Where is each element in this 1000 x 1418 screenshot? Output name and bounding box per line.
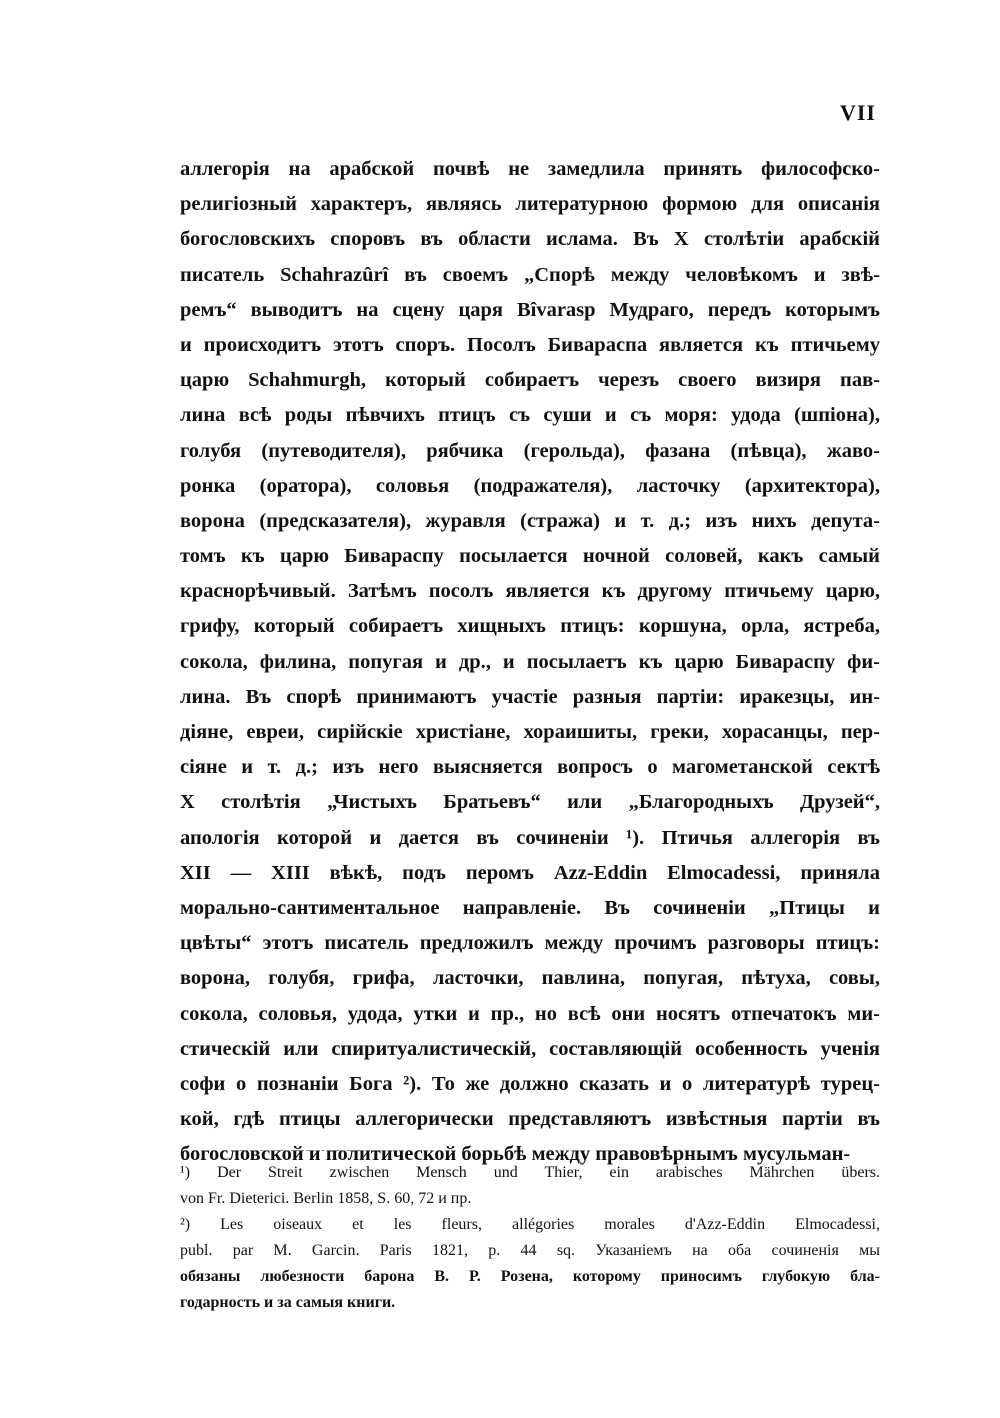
text-line: богословскихъ споровъ въ области ислама. Въ X столѣтіи арабскій — [180, 228, 880, 251]
text-line: богословской и политической борьбѣ между правовѣрнымъ мусульман- — [180, 1143, 851, 1166]
footnote-line: von Fr. Dieterici. Berlin 1858, S. 60, 72 и пр. — [180, 1190, 472, 1207]
text-line: томъ къ царю Бивараспу посылается ночной соловей, какъ самый — [180, 545, 880, 568]
text-line: аллегорія на арабской почвѣ не замедлила принять философско- — [180, 158, 880, 180]
text-line: ворона, голубя, грифа, ласточки, павлина, попугая, пѣтуха, совы, — [180, 967, 880, 990]
text-line: XII — XIII вѣкѣ, подъ перомъ Azz-Eddin Elmocadessi, приняла — [180, 861, 880, 884]
footnote-line: ²) Les oiseaux et les fleurs, allégories morales d'Azz-Eddin Elmocadessi, — [180, 1216, 880, 1233]
text-line: и происходитъ этотъ споръ. Посолъ Бивараспа является къ птичьему — [180, 333, 880, 356]
text-line: сокола, соловья, удода, утки и пр., но всѣ они носятъ отпечатокъ ми- — [180, 1002, 880, 1025]
text-line: ронка (оратора), соловья (подражателя), ласточку (архитектора), — [180, 474, 880, 497]
text-line: царю Schahmurgh, который собираетъ черезъ своего визиря пав- — [180, 369, 880, 392]
text-line: писатель Schahrazûrî въ своемъ „Спорѣ между человѣкомъ и звѣ- — [180, 263, 880, 286]
text-line: сокола, филина, попугая и др., и посылаетъ къ царю Бивараспу фи- — [180, 650, 880, 673]
footnote-line: годарность и за самыя книги. — [180, 1294, 396, 1311]
footnotes — [180, 1160, 880, 1316]
text-line: стическій или спиритуалистическій, составляющій особенность ученія — [180, 1037, 880, 1060]
main-text — [180, 152, 880, 1172]
page-number: VII — [839, 100, 876, 125]
footnote-line: ¹) Der Streit zwischen Mensch und Thier, ein arabisches Mährchen übers. — [180, 1164, 880, 1181]
text-line: грифу, который собираетъ хищныхъ птицъ: коршуна, орла, ястреба, — [180, 615, 880, 638]
text-line: софи о познаніи Бога ²). То же должно сказать и о литературѣ турец- — [180, 1072, 880, 1095]
text-line: апологія которой и дается въ сочиненіи ¹). Птичья аллегорія въ — [180, 826, 880, 849]
text-line: кой, гдѣ птицы аллегорически представляютъ извѣстныя партіи въ — [180, 1108, 880, 1131]
text-line: X столѣтія „Чистыхъ Братьевъ“ или „Благородныхъ Друзей“, — [180, 791, 880, 814]
text-line: сіяне и т. д.; изъ него выясняется вопросъ о магометанской сектѣ — [180, 756, 880, 779]
footnote-divider — [240, 1150, 360, 1151]
text-line: лина всѣ роды пѣвчихъ птицъ съ суши и съ моря: удода (шпіона), — [180, 404, 880, 427]
text-line: ремъ“ выводитъ на сцену царя Bîvarasp Мудраго, передъ которымъ — [180, 298, 880, 321]
text-line: цвѣты“ этотъ писатель предложилъ между прочимъ разговоры птицъ: — [180, 932, 880, 955]
footnote-line: обязаны любезности барона В. Р. Розена, которому приносимъ глубокую бла- — [180, 1268, 880, 1285]
footnote-line: publ. par M. Garcin. Paris 1821, p. 44 sq. Указаніемъ на оба сочиненія мы — [180, 1242, 880, 1259]
text-line: краснорѣчивый. Затѣмъ посолъ является къ другому птичьему царю, — [180, 580, 880, 603]
text-line: лина. Въ спорѣ принимаютъ участіе разныя партіи: иракезцы, ин- — [180, 685, 880, 708]
text-line: ворона (предсказателя), журавля (стража) и т. д.; изъ нихъ депута- — [180, 509, 880, 532]
text-line: морально-сантиментальное направленіе. Въ сочиненіи „Птицы и — [180, 896, 880, 919]
text-line: діяне, евреи, сирійскіе христіане, хораишиты, греки, хорасанцы, пер- — [180, 721, 880, 743]
text-line: голубя (путеводителя), рябчика (герольда), фазана (пѣвца), жаво- — [180, 439, 880, 462]
text-line: религіозный характеръ, являясь литературною формою для описанія — [180, 193, 880, 216]
